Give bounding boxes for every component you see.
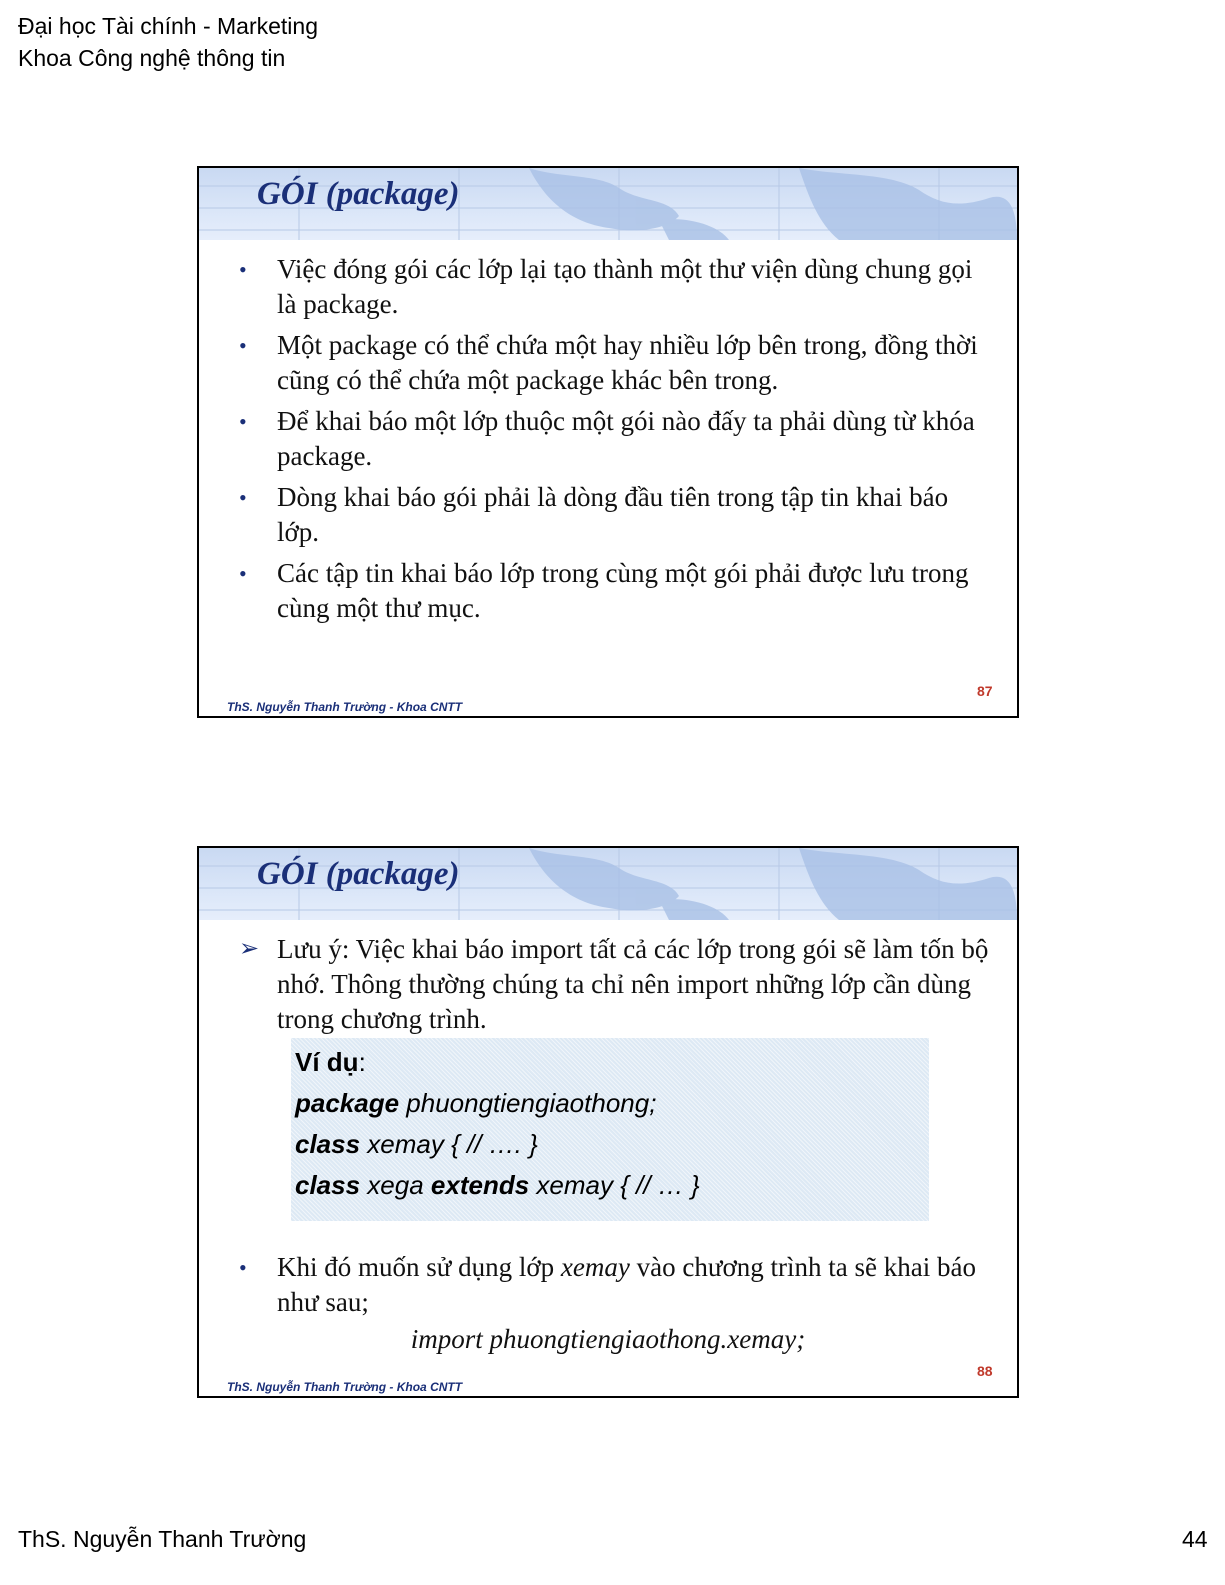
bullet-icon: • — [239, 561, 247, 586]
slide-title: GÓI (package) — [257, 176, 460, 212]
code-example — [291, 1042, 700, 1206]
list-item: • Khi đó muốn sử dụng lớp xemay vào chương trình ta sẽ khai báo như sau; — [239, 1252, 976, 1317]
header-university: Đại học Tài chính - Marketing — [18, 13, 318, 39]
note-paragraph — [239, 932, 1019, 1037]
bullet-icon: • — [239, 409, 247, 434]
bullet-icon: • — [239, 1255, 247, 1280]
list-item: • Dòng khai báo gói phải là dòng đầu tiên trong tập tin khai báo lớp. — [239, 482, 949, 547]
slide-author: ThS. Nguyễn Thanh Trường - Khoa CNTT — [227, 700, 463, 714]
code-example-box — [291, 1038, 929, 1221]
bullet-list — [239, 252, 984, 632]
bullet-icon: • — [239, 333, 247, 358]
page-header — [18, 10, 318, 74]
header-faculty: Khoa Công nghệ thông tin — [18, 45, 286, 71]
slide-number: 87 — [977, 683, 993, 699]
code-line: class xemay { // …. } — [295, 1129, 538, 1159]
code-line: class xega extends xemay { // … } — [295, 1170, 700, 1200]
list-item: • Một package có thể chứa một hay nhiều lớp bên trong, đồng thời cũng có thể chứa một package khác bên trong. — [239, 330, 978, 395]
arrow-bullet-icon: ➢ — [239, 936, 260, 962]
bullet-list — [239, 1250, 984, 1326]
import-statement: import phuongtiengiaothong.xemay; — [410, 1324, 806, 1354]
slide-author: ThS. Nguyễn Thanh Trường - Khoa CNTT — [227, 1380, 463, 1394]
slide-87 — [197, 166, 1019, 718]
code-line: package phuongtiengiaothong; — [295, 1088, 657, 1118]
list-item: • Việc đóng gói các lớp lại tạo thành một thư viện dùng chung gọi là package. — [239, 254, 973, 319]
page-footer-author: ThS. Nguyễn Thanh Trường — [18, 1526, 307, 1552]
example-heading: Ví dụ: — [295, 1047, 366, 1077]
list-item: • Để khai báo một lớp thuộc một gói nào đấy ta phải dùng từ khóa package. — [239, 406, 975, 471]
list-item: • Các tập tin khai báo lớp trong cùng một gói phải được lưu trong cùng một thư mục. — [239, 558, 969, 623]
slide-88 — [197, 846, 1019, 1398]
note-text: Lưu ý: Việc khai báo import tất cả các lớp trong gói sẽ làm tốn bộ nhớ. Thông thường chúng ta chỉ nên import những lớp cần dùng trong chương trình. — [277, 934, 989, 1034]
slide-title: GÓI (package) — [257, 856, 460, 892]
bullet-icon: • — [239, 485, 247, 510]
slide-number: 88 — [977, 1363, 993, 1379]
bullet-icon: • — [239, 257, 247, 282]
slide-banner — [199, 848, 1017, 920]
slide-banner — [199, 168, 1017, 240]
page-number: 44 — [1182, 1526, 1208, 1552]
